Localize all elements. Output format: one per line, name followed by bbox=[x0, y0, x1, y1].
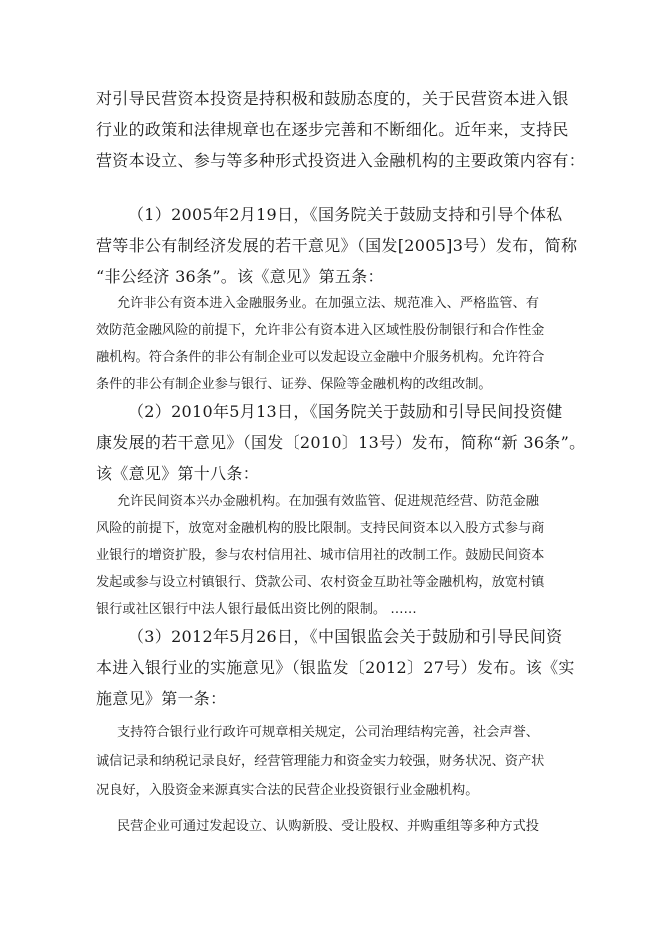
section3-line-1: （3）2012年5月26日，《中国银监会关于鼓励和引导民间资 bbox=[128, 627, 563, 646]
quote1-line-4: 条件的非公有制企业参与银行、证券、保险等金融机构的改组改制。 bbox=[96, 377, 492, 392]
quote1-line-1: 允许非公有资本进入金融服务业。在加强立法、规范准入、严格监管、有 bbox=[117, 296, 539, 311]
closing-line-1: 民营企业可通过发起设立、认购新股、受让股权、并购重组等多种方式投 bbox=[117, 819, 539, 834]
intro-line-3: 营资本设立、参与等多种形式投资进入金融机构的主要政策内容有： bbox=[96, 151, 586, 170]
intro-line-2: 行业的政策和法律规章也在逐步完善和不断细化。近年来，支持民 bbox=[96, 120, 569, 139]
quote2-line-3: 业银行的增资扩股，参与农村信用社、城市信用社的改制工作。鼓励民间资本 bbox=[96, 548, 545, 563]
intro-line-1: 对引导民营资本投资是持积极和鼓励态度的，关于民营资本进入银 bbox=[96, 89, 569, 108]
section1-line-2: 营等非公有制经济发展的若干意见》（国发[2005]3号）发布，简称 bbox=[96, 236, 578, 255]
section3-line-2: 本进入银行业的实施意见》（银监发〔2012〕27号）发布。该《实 bbox=[96, 658, 575, 677]
section1-line-3: “非公经济 36条”。该《意见》第五条： bbox=[96, 267, 384, 286]
quote3-line-1: 支持符合银行业行政许可规章相关规定，公司治理结构完善，社会声誉、 bbox=[117, 725, 539, 740]
section2-line-1: （2）2010年5月13日，《国务院关于鼓励和引导民间投资健 bbox=[128, 402, 563, 421]
quote1-line-2: 效防范金融风险的前提下，允许非公有资本进入区域性股份制银行和合作性金 bbox=[96, 323, 545, 338]
quote2-line-1: 允许民间资本兴办金融机构。在加强有效监管、促进规范经营、防范金融 bbox=[117, 494, 539, 509]
quote3-line-3: 况良好，入股资金来源真实合法的民营企业投资银行业金融机构。 bbox=[96, 783, 479, 798]
quote3-line-2: 诚信记录和纳税记录良好，经营管理能力和资金实力较强，财务状况、资产状 bbox=[96, 754, 545, 769]
section3-line-3: 施意见》第一条： bbox=[96, 689, 227, 708]
quote2-line-2: 风险的前提下，放宽对金融机构的股比限制。支持民间资本以入股方式参与商 bbox=[96, 521, 545, 536]
quote2-line-5: 银行或社区银行中法人银行最低出资比例的限制。 …… bbox=[96, 602, 417, 617]
section1-line-1: （1）2005年2月19日，《国务院关于鼓励支持和引导个体私 bbox=[128, 205, 563, 224]
section2-line-3: 该《意见》第十八条： bbox=[96, 464, 260, 483]
quote1-line-3: 融机构。符合条件的非公有制企业可以发起设立金融中介服务机构。允许符合 bbox=[96, 350, 545, 365]
quote2-line-4: 发起或参与设立村镇银行、贷款公司、农村资金互助社等金融机构，放宽村镇 bbox=[96, 575, 545, 590]
section2-line-2: 康发展的若干意见》（国发〔2010〕13号）发布，简称“新 36条”。 bbox=[96, 433, 586, 452]
